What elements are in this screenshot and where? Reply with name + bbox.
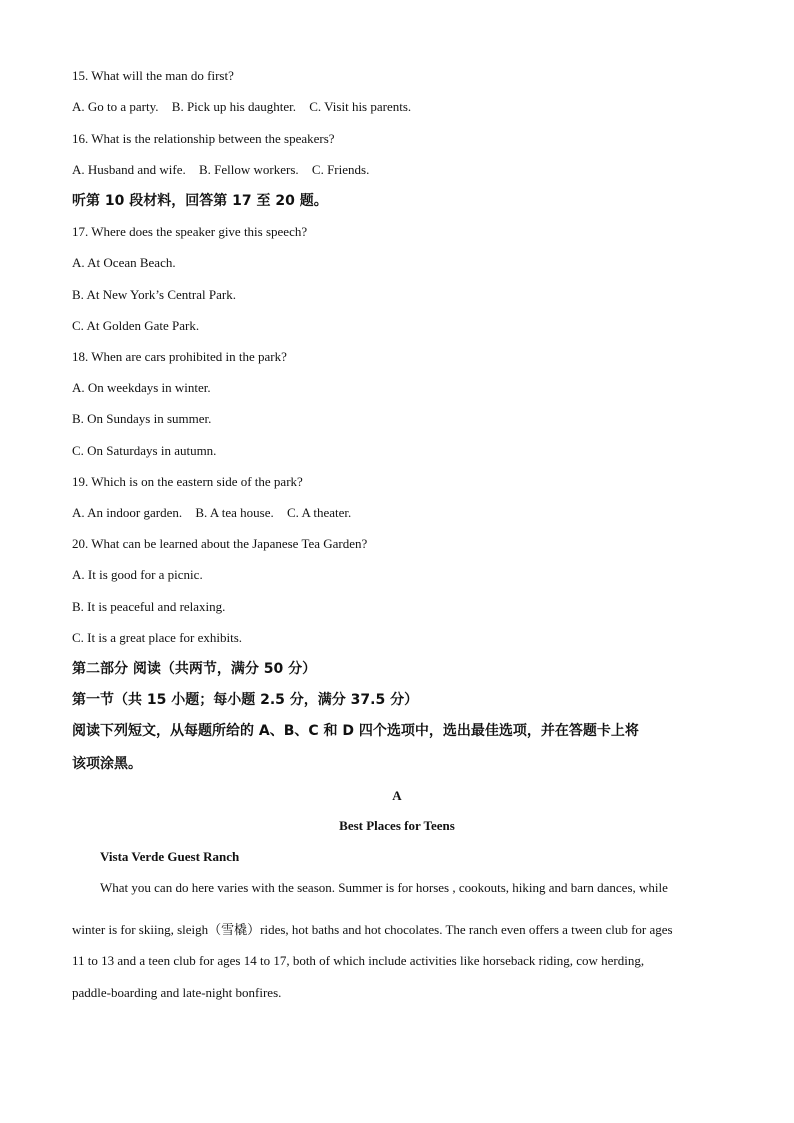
question-18-option-c: C. On Saturdays in autumn. [72,443,217,458]
question-17-option-c: C. At Golden Gate Park. [72,318,200,333]
part-2-title: 第二部分 阅读（共两节，满分 50 分） [72,661,317,677]
part-2-instruction-line-1: 阅读下列短文，从每题所给的 A、B、C 和 D 四个选项中，选出最佳选项，并在答题卡上将 [72,723,639,739]
question-20-stem: 20. What can be learned about the Japanese Tea Garden? [72,536,368,551]
section-10-instruction: 听第 10 段材料，回答第 17 至 20 题。 [72,193,328,209]
question-18-option-b: B. On Sundays in summer. [72,411,212,426]
passage-subheading: Vista Verde Guest Ranch [100,849,240,864]
question-16-option-c: C. Friends. [311,162,370,177]
question-15-stem: 15. What will the man do first? [72,68,234,83]
question-20-option-a: A. It is good for a picnic. [72,567,203,582]
passage-paragraph-line-1: What you can do here varies with the season. Summer is for horses , cookouts, hiking and barn dances, while [100,880,668,895]
question-20-option-b: B. It is peaceful and relaxing. [72,599,226,614]
question-19-stem: 19. Which is on the eastern side of the park? [72,474,303,489]
question-18-stem: 18. When are cars prohibited in the park? [72,349,287,364]
question-15-option-a: A. Go to a party. [72,99,159,114]
question-20-option-c: C. It is a great place for exhibits. [72,630,243,645]
question-15-option-b: B. Pick up his daughter. [171,99,296,114]
question-19-options [72,505,351,521]
passage-paragraph-line-3: 11 to 13 and a teen club for ages 14 to 17, both of which include activities like horseback riding, cow herding, [72,953,645,968]
question-17-option-a: A. At Ocean Beach. [72,255,176,270]
question-19-option-c: C. A theater. [286,505,352,520]
question-19-option-a: A. An indoor garden. [72,505,183,520]
question-16-options [72,162,369,178]
question-15-options [72,99,411,115]
question-16-option-a: A. Husband and wife. [72,162,186,177]
question-19-option-b: B. A tea house. [195,505,274,520]
passage-letter: A [392,788,402,803]
passage-paragraph-line-2: winter is for skiing, sleigh（雪橇）rides, hot baths and hot chocolates. The ranch even offers a tween club for ages [72,922,673,937]
question-17-option-b: B. At New York’s Central Park. [72,287,236,302]
question-16-option-b: B. Fellow workers. [198,162,299,177]
question-17-stem: 17. Where does the speaker give this speech? [72,224,308,239]
question-18-option-a: A. On weekdays in winter. [72,380,211,395]
passage-title: Best Places for Teens [339,818,455,833]
part-2-instruction-line-2: 该项涂黑。 [72,756,142,772]
passage-paragraph-line-4: paddle-boarding and late-night bonfires. [72,985,282,1000]
question-15-option-c: C. Visit his parents. [309,99,412,114]
part-2-section-1-heading: 第一节（共 15 小题；每小题 2.5 分，满分 37.5 分） [72,692,419,708]
question-16-stem: 16. What is the relationship between the speakers? [72,131,335,146]
